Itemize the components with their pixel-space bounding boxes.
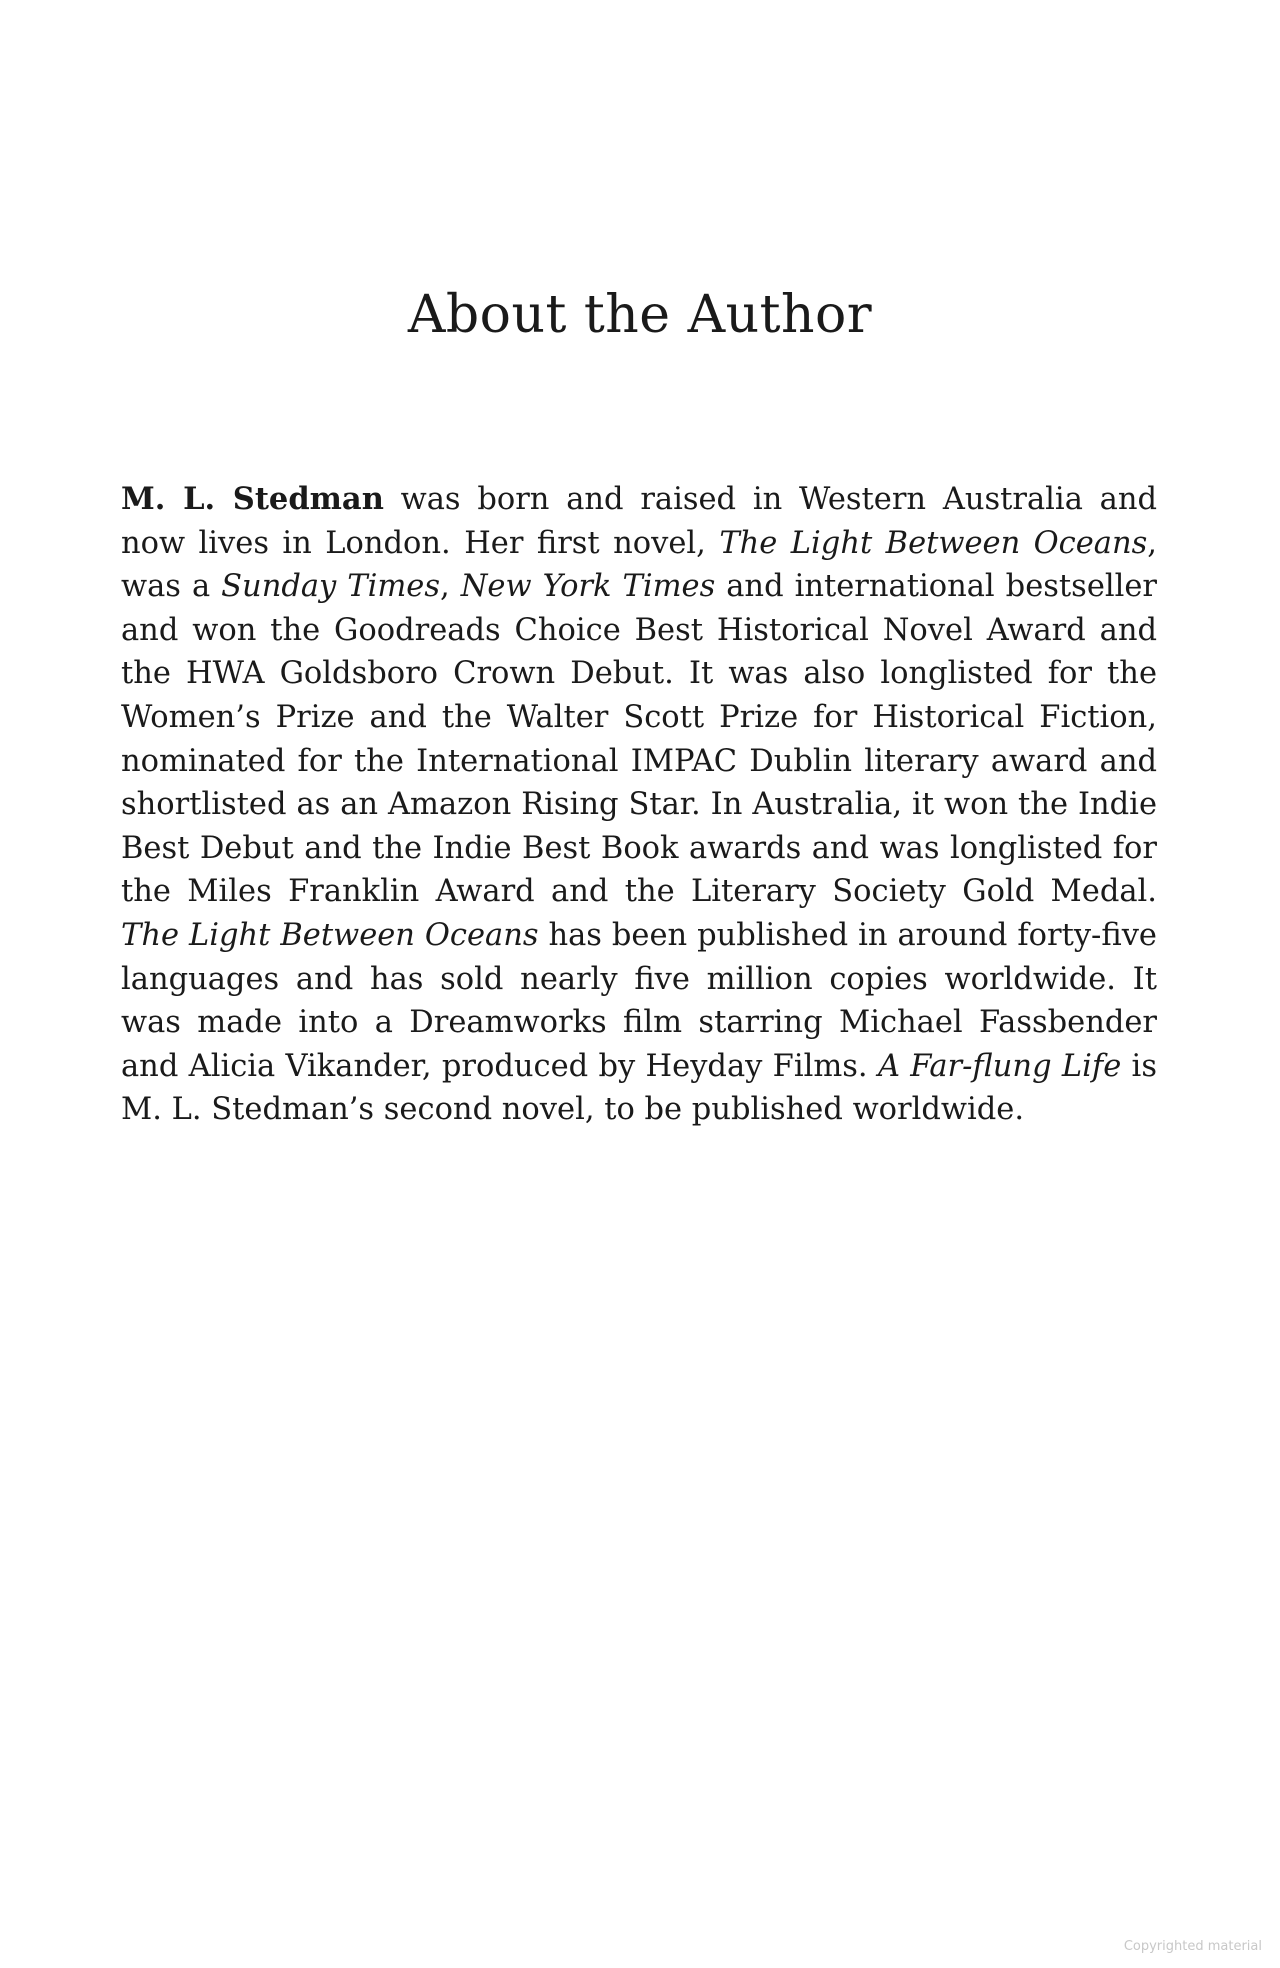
publication-title-italic: Sunday Times bbox=[221, 569, 441, 605]
copyright-watermark: Copyrighted material bbox=[1123, 1939, 1262, 1954]
book-title-italic: The Light Between Oceans bbox=[121, 917, 539, 953]
bio-text: , bbox=[440, 569, 461, 605]
bio-text: and international bestseller and won the Goodreads Choice Best Historical Novel Award and the HWA Goldsboro Crown Debut. It was also longlisted for the Women’s Prize and the Walter Scott Prize for Historical Fiction, nominated for the International IMPAC Dublin literary award and shortlisted as an Amazon Rising Star. In Australia, it won the Indie Best Debut and the Indie Best Book awards and was longlisted for the Miles Franklin Award and the Literary Society Gold Medal. bbox=[121, 569, 1158, 910]
book-title-italic: The Light Between Oceans bbox=[719, 525, 1148, 561]
bio-text: , was a bbox=[121, 525, 1157, 605]
author-bio-paragraph bbox=[121, 478, 1157, 1132]
bio-text: was born and raised in Western Australia and now lives in London. Her first novel, bbox=[121, 482, 1157, 561]
book-title-italic: A Far-flung Life bbox=[877, 1048, 1122, 1084]
author-name: M. L. Stedman bbox=[121, 481, 384, 517]
bio-text: is M. L. Stedman’s second novel, to be published worldwide. bbox=[121, 1048, 1157, 1128]
page-title: About the Author bbox=[407, 285, 873, 345]
publication-title-italic: New York Times bbox=[460, 569, 716, 605]
bio-text: has been published in around forty-five languages and has sold nearly five million copies worldwide. It was made into a Dreamworks film starring Michael Fassbender and Alicia Vikander, produced by Heyday Films. bbox=[121, 917, 1157, 1084]
